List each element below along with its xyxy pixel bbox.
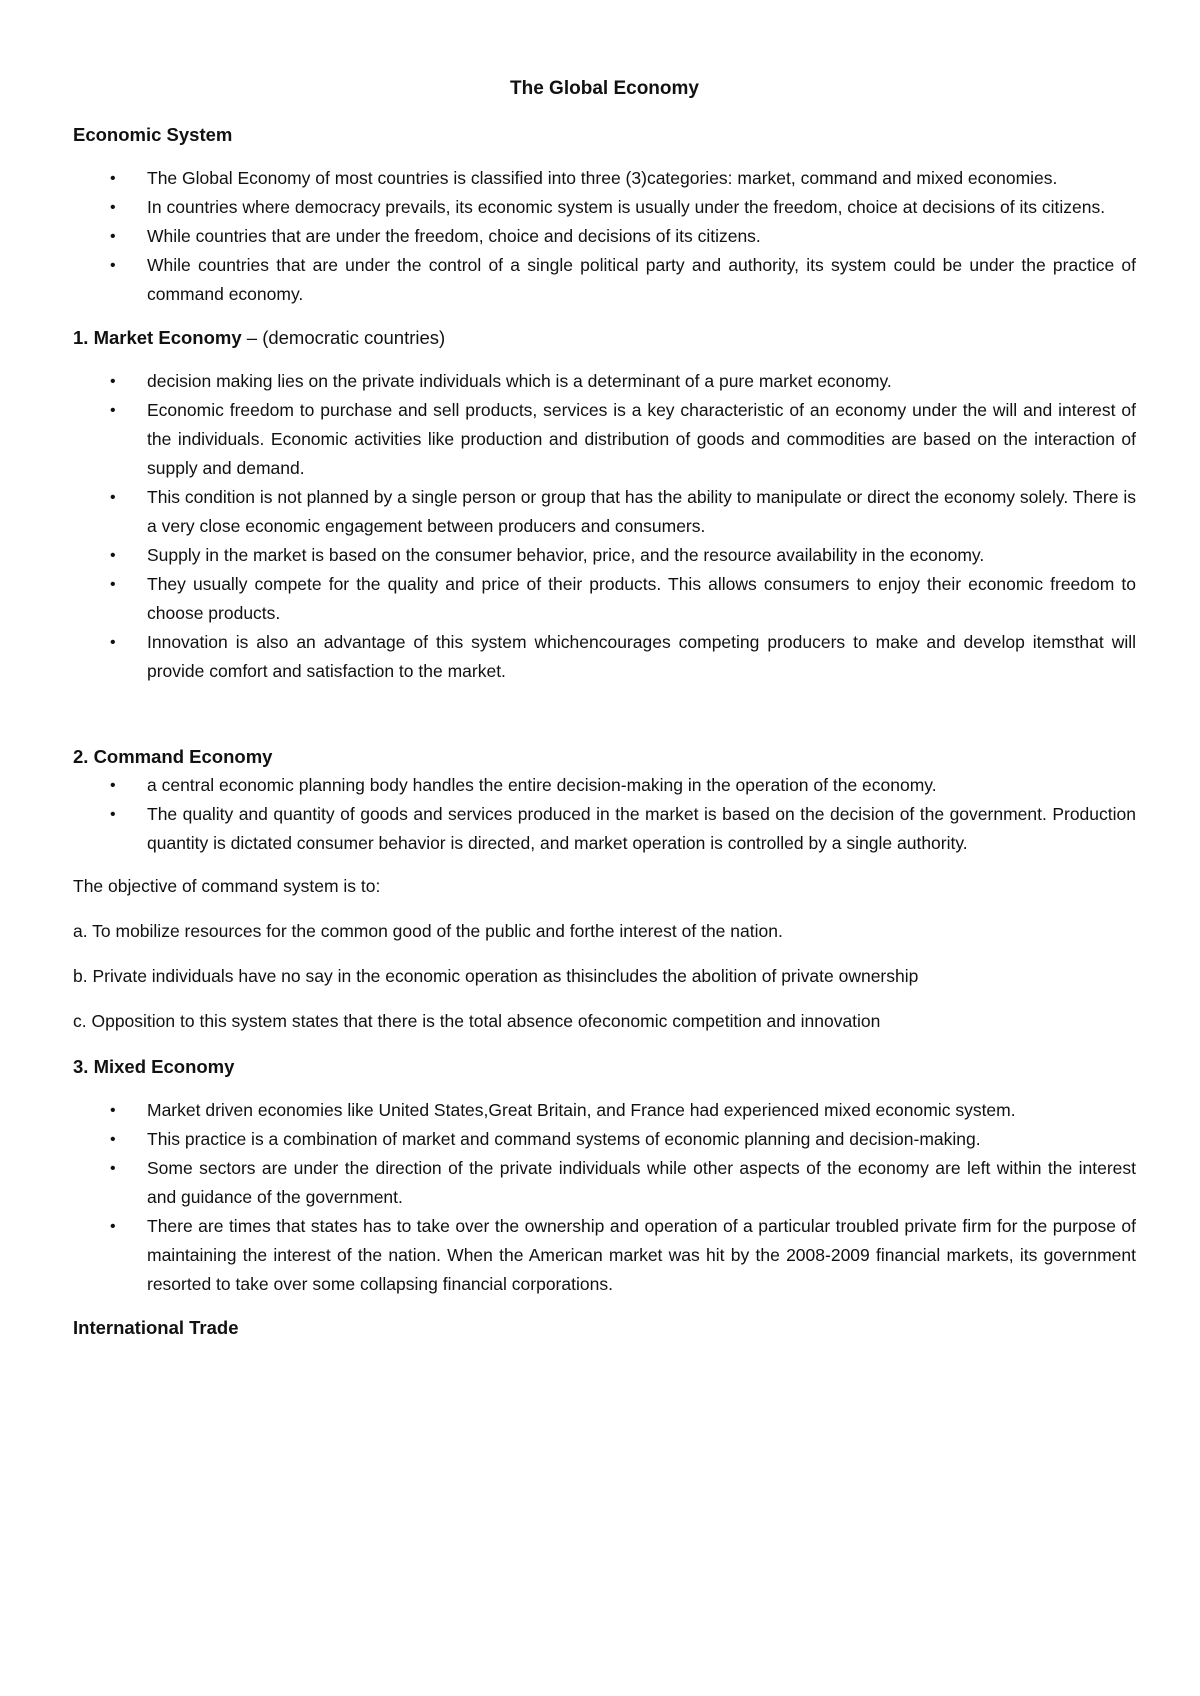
heading-economic-system: Economic System — [73, 124, 233, 145]
bullet-icon: • — [110, 1160, 116, 1177]
list-item: • While countries that are under the freedom, choice and decisions of its citizens. — [147, 222, 1136, 251]
objective-a: a. To mobilize resources for the common good of the public and forthe interest of the nation. — [73, 921, 783, 941]
heading-mixed-economy: 3. Mixed Economy — [73, 1056, 235, 1077]
heading-international-trade: International Trade — [73, 1317, 239, 1338]
heading-command-economy: 2. Command Economy — [73, 746, 273, 767]
objective-b: b. Private individuals have no say in the economic operation as thisincludes the abolition of private ownership — [73, 966, 919, 986]
bullet-icon: • — [110, 576, 116, 593]
list-item: • There are times that states has to take over the ownership and operation of a particular troubled private firm for the purpose of maintaining the interest of the nation. When the American market was hit by the 2008-2009 financial markets, its government resorted to take over some collapsing financial corporations. — [147, 1212, 1136, 1299]
list-item: • This condition is not planned by a single person or group that has the ability to manipulate or direct the economy solely. There is a very close economic engagement between producers and consumers. — [147, 483, 1136, 541]
bullet-icon: • — [110, 199, 116, 216]
economic-system-list — [73, 164, 1136, 309]
list-item: • Supply in the market is based on the consumer behavior, price, and the resource availability in the economy. — [147, 541, 1136, 570]
list-item: • The Global Economy of most countries is classified into three (3)categories: market, command and mixed economies. — [147, 164, 1136, 193]
list-item: • decision making lies on the private individuals which is a determinant of a pure market economy. — [147, 367, 1136, 396]
bullet-icon: • — [110, 170, 116, 187]
bullet-icon: • — [110, 257, 116, 274]
bullet-icon: • — [110, 1131, 116, 1148]
objective-intro: The objective of command system is to: — [73, 876, 381, 896]
list-item: • In countries where democracy prevails, its economic system is usually under the freedom, choice at decisions of its citizens. — [147, 193, 1136, 222]
list-item: • While countries that are under the control of a single political party and authority, its system could be under the practice of command economy. — [147, 251, 1136, 309]
bullet-icon: • — [110, 402, 116, 419]
bullet-icon: • — [110, 806, 116, 823]
command-economy-list — [73, 771, 1136, 858]
list-item: • Some sectors are under the direction of the private individuals while other aspects of the economy are left within the interest and guidance of the government. — [147, 1154, 1136, 1212]
spacer — [73, 700, 1136, 742]
mixed-economy-list — [73, 1096, 1136, 1299]
bullet-icon: • — [110, 777, 116, 794]
list-item: • The quality and quantity of goods and services produced in the market is based on the decision of the government. Production quantity is dictated consumer behavior is directed, and market operation is controlled by a single authority. — [147, 800, 1136, 858]
list-item: • This practice is a combination of market and command systems of economic planning and decision-making. — [147, 1125, 1136, 1154]
bullet-icon: • — [110, 547, 116, 564]
list-item: • a central economic planning body handles the entire decision-making in the operation of the economy. — [147, 771, 1136, 800]
bullet-icon: • — [110, 373, 116, 390]
bullet-icon: • — [110, 489, 116, 506]
bullet-icon: • — [110, 1218, 116, 1235]
document-title: The Global Economy — [510, 78, 699, 99]
market-economy-list — [73, 367, 1136, 686]
list-item: • Economic freedom to purchase and sell products, services is a key characteristic of an economy under the will and interest of the individuals. Economic activities like production and distribution of goods and commodities are based on the interaction of supply and demand. — [147, 396, 1136, 483]
objective-c: c. Opposition to this system states that there is the total absence ofeconomic competition and innovation — [73, 1011, 881, 1031]
list-item: • Innovation is also an advantage of this system whichencourages competing producers to make and develop itemsthat will provide comfort and satisfaction to the market. — [147, 628, 1136, 686]
bullet-icon: • — [110, 634, 116, 651]
heading-market-economy: 1. Market Economy – (democratic countries) — [73, 327, 446, 348]
bullet-icon: • — [110, 228, 116, 245]
list-item: • Market driven economies like United States,Great Britain, and France had experienced mixed economic system. — [147, 1096, 1136, 1125]
list-item: • They usually compete for the quality and price of their products. This allows consumers to enjoy their economic freedom to choose products. — [147, 570, 1136, 628]
bullet-icon: • — [110, 1102, 116, 1119]
